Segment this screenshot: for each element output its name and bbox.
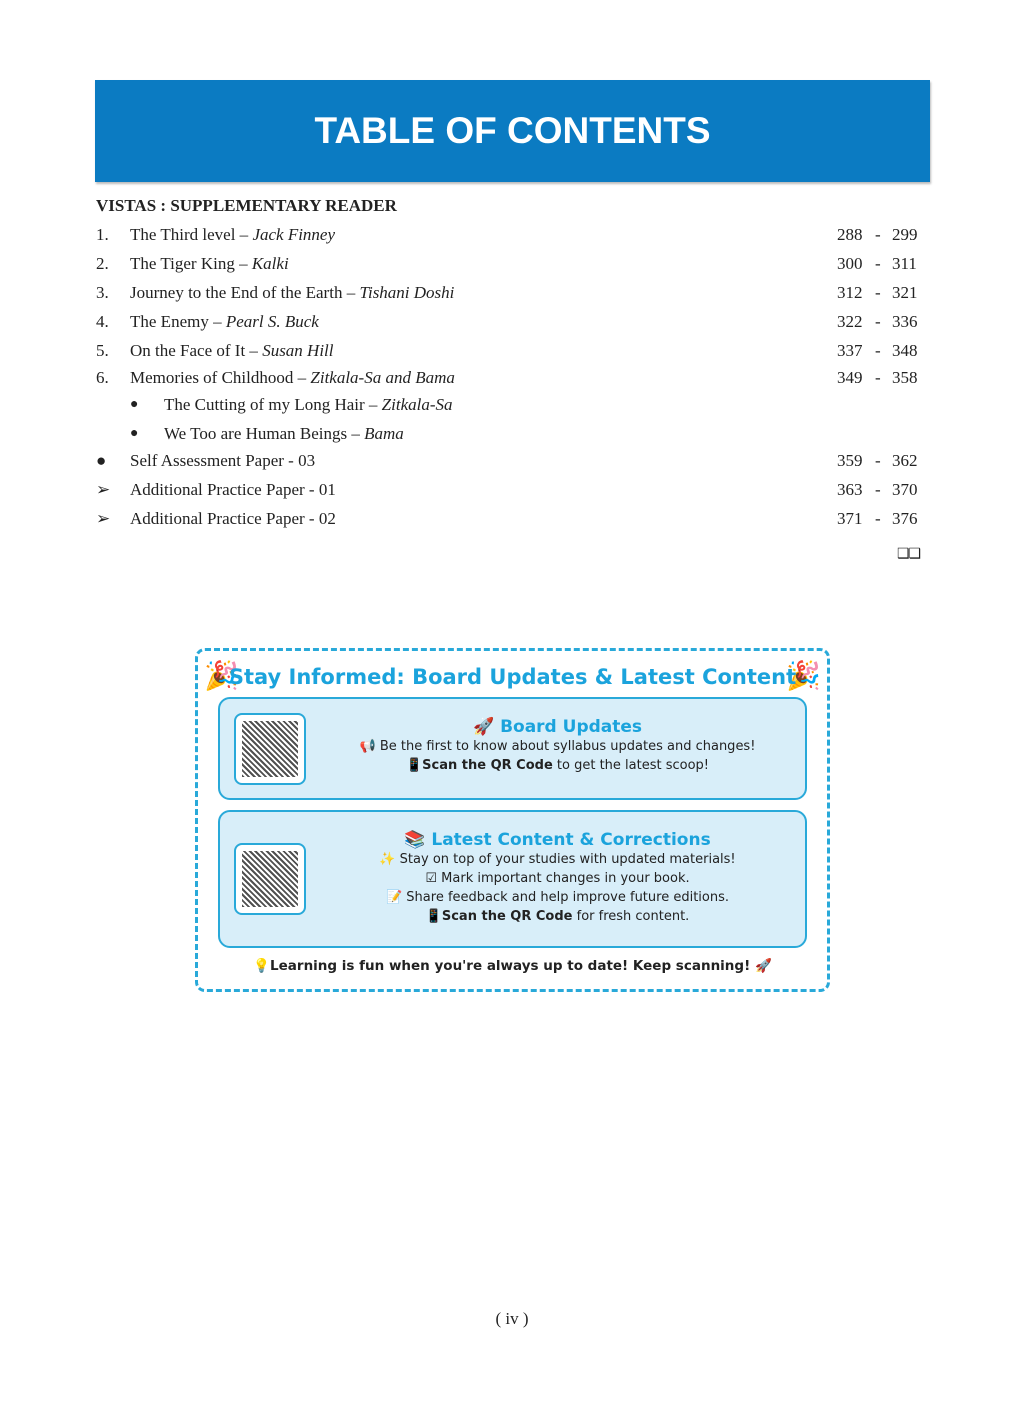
page-number: ( iv )	[495, 1309, 529, 1328]
card-line: 📢 Be the first to know about syllabus updates and changes!	[359, 739, 756, 754]
list-marker: ➢	[96, 480, 111, 499]
entry-title: Additional Practice Paper - 01	[130, 480, 336, 499]
toc-entry: 3. Journey to the End of the Earth – Tishani Doshi 312 - 321	[96, 281, 926, 305]
lightbulb-icon: 💡	[253, 958, 271, 974]
latest-content-card	[218, 810, 807, 948]
card-title: 🚀 Board Updates	[472, 717, 643, 737]
qr-code[interactable]	[234, 713, 306, 785]
entry-title: Memories of Childhood – Zitkala-Sa and Bama	[130, 368, 455, 387]
entry-author: Bama	[364, 424, 404, 443]
list-marker: 6.	[96, 368, 109, 387]
entry-author: Pearl S. Buck	[225, 312, 319, 331]
toc-entry: 4. The Enemy – Pearl S. Buck 322 - 336	[96, 310, 926, 334]
party-popper-icon: 🎉	[204, 659, 239, 692]
end-mark: ❑❑	[897, 547, 921, 562]
toc-entry: 5. On the Face of It – Susan Hill 337 - 348	[96, 339, 926, 363]
card-title: 📚 Latest Content & Corrections	[404, 830, 711, 850]
entry-author: Kalki	[251, 254, 289, 273]
toc-entry: ➢ Additional Practice Paper - 02 371 - 376	[96, 507, 926, 531]
entry-author: Tishani Doshi	[359, 283, 455, 302]
entry-author: Zitkala-Sa and Bama	[310, 368, 455, 387]
promo-footer: 💡Learning is fun when you're always up to date! Keep scanning! 🚀	[253, 958, 772, 974]
list-marker: 3.	[96, 283, 109, 302]
board-updates-card	[218, 697, 807, 800]
toc-entry: 1. The Third level – Jack Finney 288 - 299	[96, 223, 926, 247]
rocket-icon: 🚀	[472, 717, 495, 737]
entry-title: The Third level – Jack Finney	[130, 225, 336, 244]
card-line: 📝 Share feedback and help improve future editions.	[385, 890, 729, 905]
promo-title: Stay Informed: Board Updates & Latest Content	[228, 665, 797, 689]
toc-entry: 6. Memories of Childhood – Zitkala-Sa and Bama 349 - 358	[96, 366, 926, 390]
books-icon: 📚	[404, 830, 426, 850]
section-heading: VISTAS : SUPPLEMENTARY READER	[96, 196, 397, 215]
card-line: ☑ Mark important changes in your book.	[425, 871, 690, 886]
party-popper-icon: 🎉	[786, 659, 821, 692]
phone-icon: 📱	[425, 909, 442, 924]
card-scan-line: 📱Scan the QR Code to get the latest scoop!	[405, 758, 710, 773]
toc-entry	[96, 422, 926, 446]
entry-title: Additional Practice Paper - 02	[130, 509, 336, 528]
entry-title: Self Assessment Paper - 03	[130, 451, 316, 470]
list-marker: 2.	[96, 254, 109, 273]
toc-entry: ● Self Assessment Paper - 03 359 - 362	[96, 449, 926, 473]
entry-author: Zitkala-Sa	[381, 395, 453, 414]
toc-entry	[96, 393, 926, 417]
page-title: TABLE OF CONTENTS	[95, 80, 930, 182]
toc-entry: 2. The Tiger King – Kalki 300 - 311	[96, 252, 926, 276]
card-line: ✨ Stay on top of your studies with updated materials!	[379, 852, 736, 867]
promo-box	[195, 648, 830, 992]
entry-author: Jack Finney	[252, 225, 336, 244]
list-marker: 4.	[96, 312, 109, 331]
rocket-icon: 🚀	[754, 958, 772, 974]
list-marker: ➢	[96, 509, 111, 528]
entry-title: The Enemy – Pearl S. Buck	[130, 312, 319, 331]
list-marker: 1.	[96, 225, 109, 244]
entry-title: The Tiger King – Kalki	[130, 254, 289, 273]
entry-author: Susan Hill	[262, 341, 334, 360]
list-marker: ●	[96, 451, 107, 470]
entry-title: Journey to the End of the Earth – Tishani Doshi	[130, 283, 455, 302]
card-scan-line: 📱Scan the QR Code for fresh content.	[425, 909, 690, 924]
entry-title: We Too are Human Beings – Bama	[164, 424, 404, 443]
entry-title: On the Face of It – Susan Hill	[130, 341, 334, 360]
entry-title: The Cutting of my Long Hair – Zitkala-Sa	[164, 395, 453, 414]
toc-entry: ➢ Additional Practice Paper - 01 363 - 370	[96, 478, 926, 502]
list-marker: 5.	[96, 341, 109, 360]
qr-code[interactable]	[234, 843, 306, 915]
list-marker: ●	[130, 426, 139, 441]
phone-icon: 📱	[405, 758, 423, 773]
list-marker: ●	[130, 397, 139, 412]
